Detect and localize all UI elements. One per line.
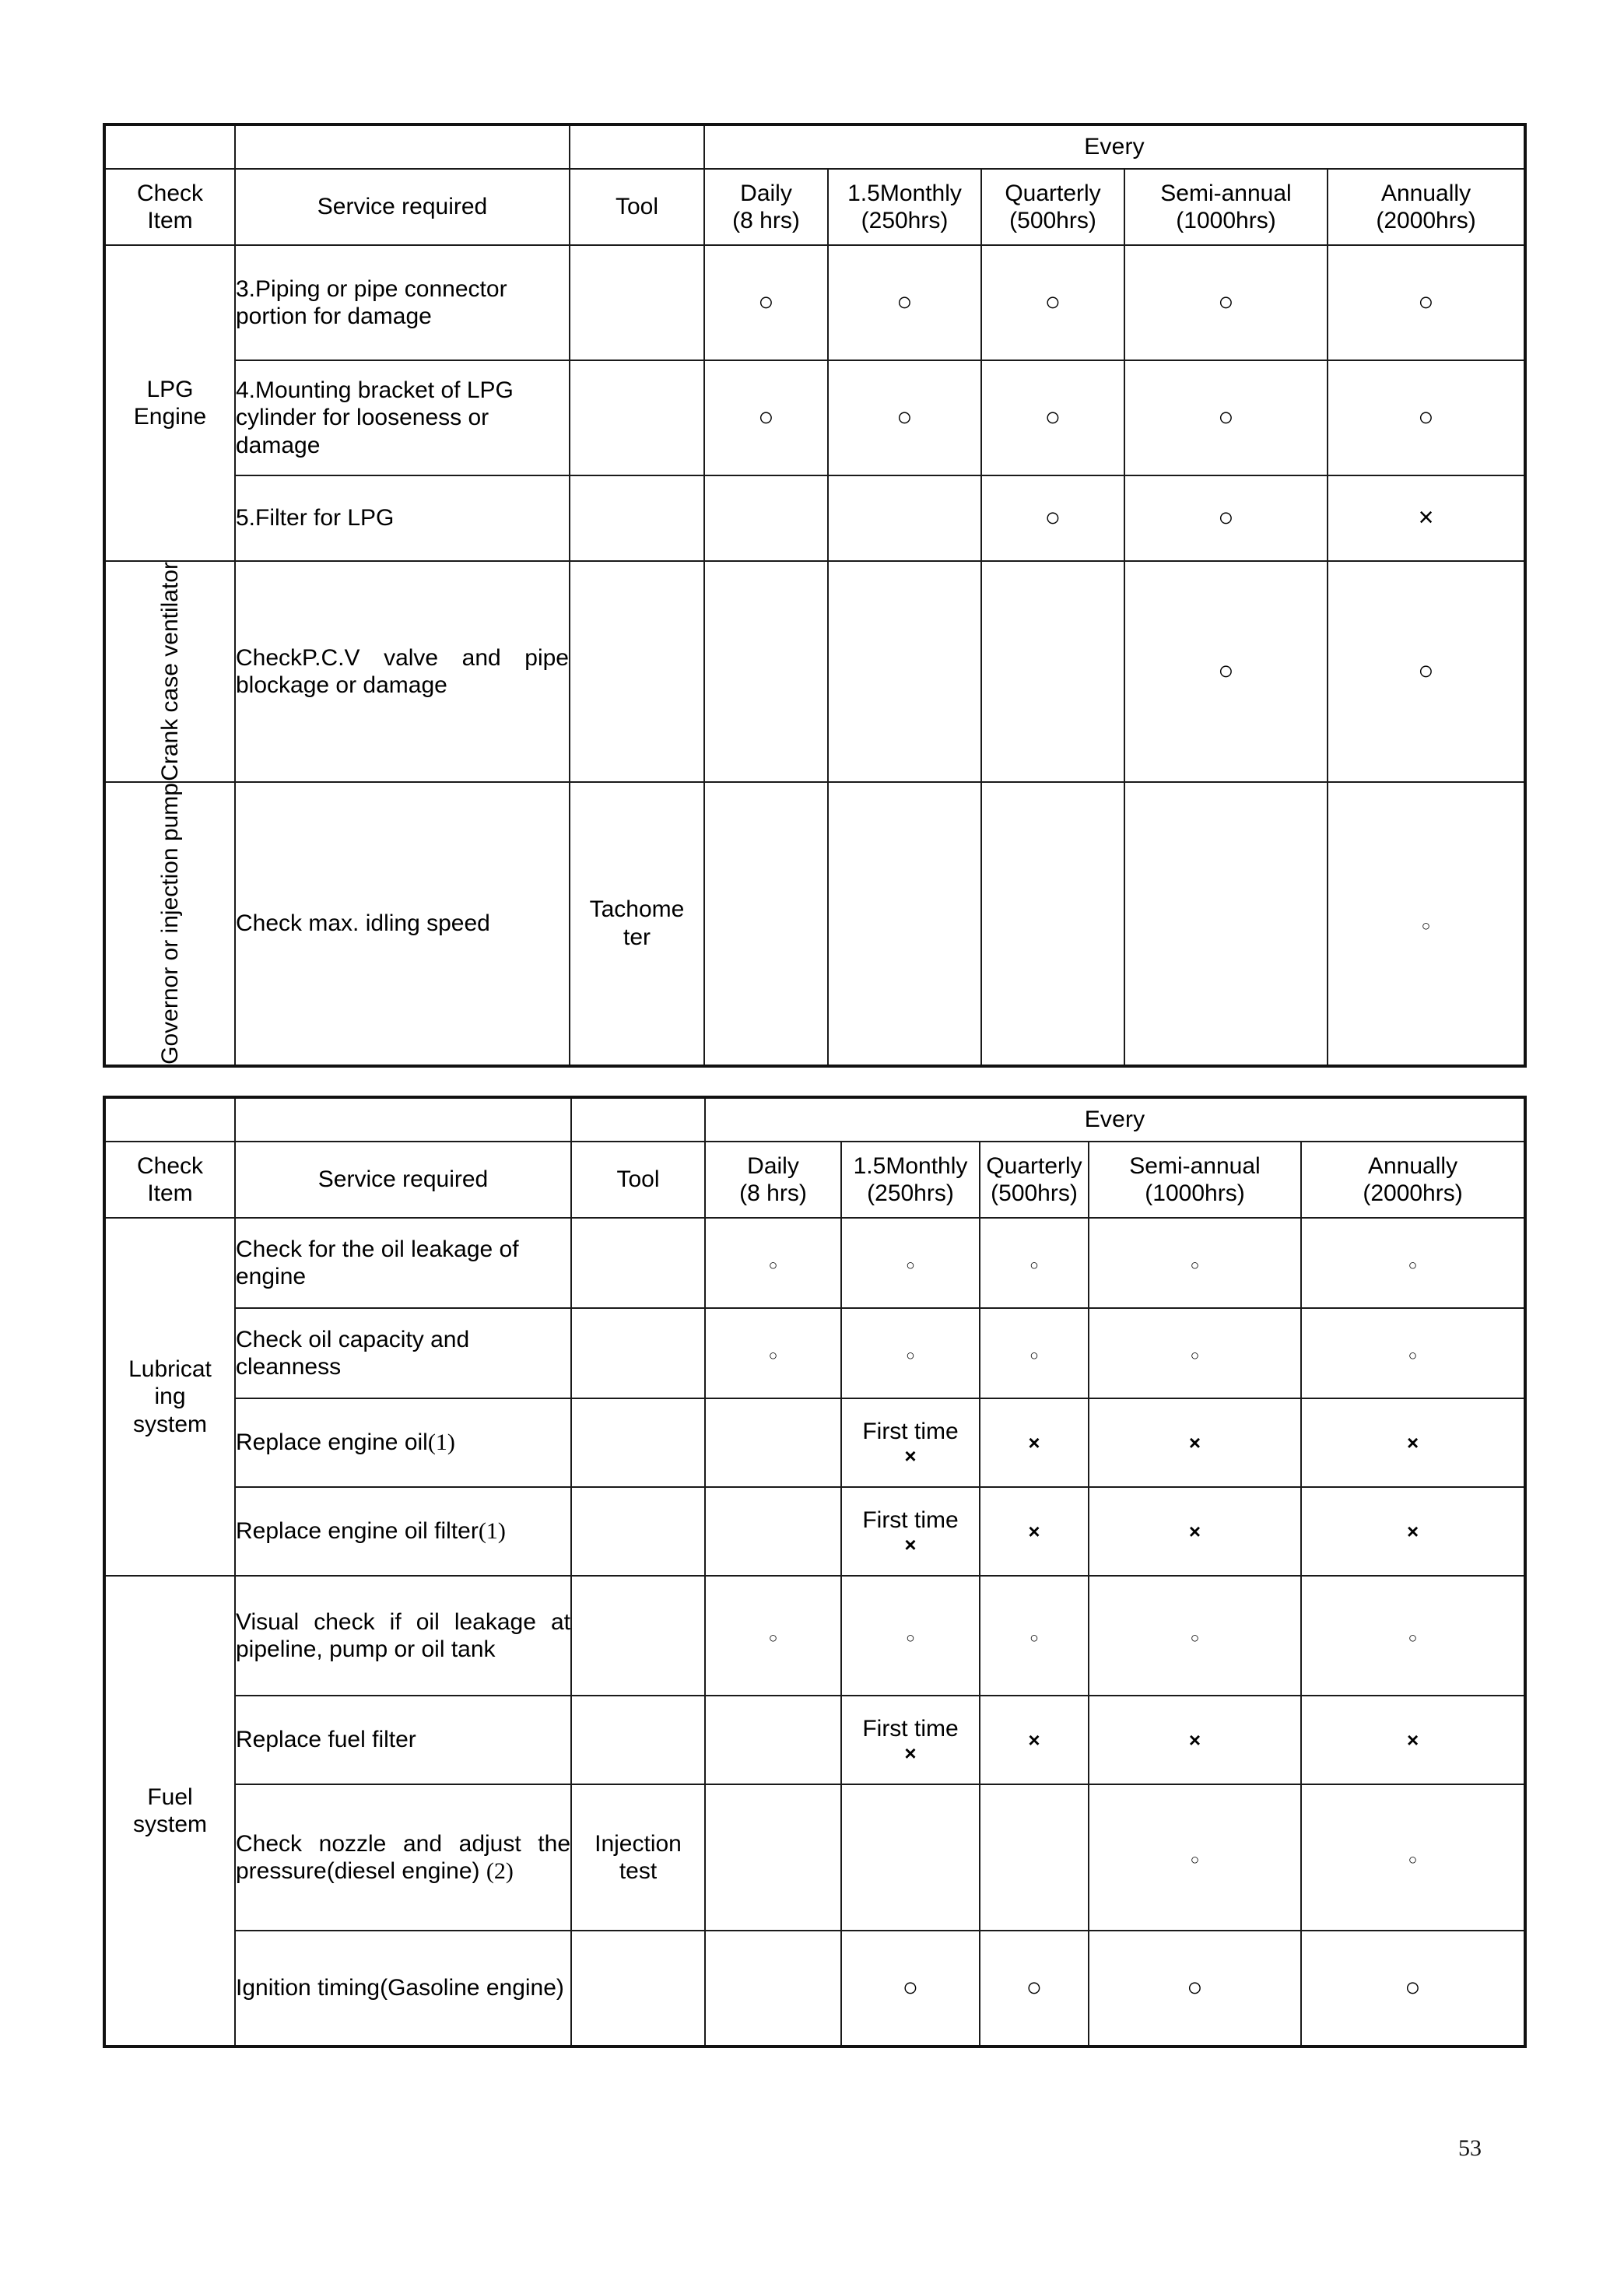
- t2-check-item-line2: Item: [147, 1180, 193, 1206]
- t2-tool-cell: [571, 1576, 705, 1696]
- t2-service-cell: [235, 1487, 571, 1576]
- t1-every-header: Every: [704, 125, 1525, 169]
- t2-mark-monthly: [841, 1576, 980, 1696]
- t1-mark-quarterly: [981, 561, 1124, 782]
- circle-icon: ○: [906, 1257, 915, 1275]
- circle-icon: ○: [758, 286, 774, 317]
- t2-mark-quarterly: [980, 1487, 1089, 1576]
- cross-icon: ×: [1028, 1520, 1040, 1544]
- t2-service-main: Replace engine oil filter: [236, 1518, 479, 1545]
- t2-mark-daily: [705, 1308, 841, 1398]
- t1-mark-annually: [1328, 782, 1525, 1066]
- t2-interval-header-annually: [1301, 1142, 1525, 1218]
- t2-blank-tool-top: [571, 1097, 705, 1142]
- t1-mark-semiannual: [1124, 245, 1328, 360]
- t2-mark-monthly-first-time: [841, 1487, 980, 1576]
- t1-interval-quarterly-hours: (500hrs): [1009, 208, 1096, 233]
- t2-service-cell: [235, 1398, 571, 1487]
- t2-interval-semiannual-name: Semi-annual: [1129, 1152, 1261, 1179]
- t1-interval-semiannual-name: Semi-annual: [1160, 180, 1292, 206]
- circle-icon: ○: [906, 1630, 915, 1647]
- t1-blank-service-top: [235, 125, 570, 169]
- table-row: [104, 1576, 1525, 1696]
- t2-mark-semiannual: [1089, 1398, 1301, 1487]
- t2-mark-quarterly: [980, 1931, 1089, 2047]
- t1-category-lpg-line1: LPG: [146, 376, 194, 402]
- t1-mark-daily: [704, 475, 828, 561]
- t2-first-time-label: First time: [862, 1716, 959, 1742]
- t1-mark-annually: [1328, 245, 1525, 360]
- t1-mark-annually: [1328, 475, 1525, 561]
- t2-mark-quarterly: [980, 1398, 1089, 1487]
- t2-mark-quarterly: [980, 1784, 1089, 1931]
- t1-mark-monthly: [828, 360, 981, 475]
- t2-check-item-line1: Check: [136, 1152, 204, 1179]
- t2-mark-daily: [705, 1398, 841, 1487]
- t1-service-cell: Check max. idling speed: [235, 782, 570, 1066]
- circle-icon: ○: [896, 286, 913, 317]
- t2-mark-annually: [1301, 1487, 1525, 1576]
- t2-mark-annually: [1301, 1696, 1525, 1784]
- circle-icon: ○: [1029, 1348, 1039, 1365]
- t2-interval-quarterly-hours: (500hrs): [991, 1180, 1078, 1206]
- circle-icon: ○: [1029, 1257, 1039, 1275]
- t1-check-item-line1: Check: [136, 180, 204, 206]
- t1-mark-annually: [1328, 561, 1525, 782]
- t2-mark-semiannual: [1089, 1487, 1301, 1576]
- t1-category-lpg-line2: Engine: [133, 404, 207, 430]
- table-row: [104, 1696, 1525, 1784]
- t1-interval-daily-name: Daily: [740, 180, 792, 206]
- cross-icon: ×: [904, 1444, 917, 1468]
- t2-mark-annually: [1301, 1931, 1525, 2047]
- t2-mark-monthly: [841, 1218, 980, 1308]
- circle-icon: ○: [1218, 655, 1234, 686]
- t2-service-cell: Ignition timing(Gasoline engine): [235, 1931, 571, 2047]
- t1-mark-quarterly: [981, 475, 1124, 561]
- t2-first-time-label: First time: [862, 1419, 959, 1444]
- circle-icon: ○: [1218, 502, 1234, 532]
- t1-mark-monthly: [828, 245, 981, 360]
- cross-icon: ×: [1406, 1431, 1419, 1455]
- cross-icon: ×: [1406, 1728, 1419, 1752]
- t1-mark-monthly: [828, 475, 981, 561]
- cross-icon: ×: [904, 1742, 917, 1766]
- circle-icon: ○: [758, 402, 774, 432]
- circle-icon: ○: [902, 1972, 919, 2002]
- t1-category-crank-case-ventilator: [104, 561, 235, 782]
- t2-mark-quarterly: [980, 1308, 1089, 1398]
- t2-tool-header: Tool: [571, 1142, 705, 1218]
- t2-interval-quarterly-name: Quarterly: [986, 1152, 1082, 1179]
- circle-icon: ○: [1218, 402, 1234, 432]
- t1-service-cell: 5.Filter for LPG: [235, 475, 570, 561]
- cross-icon: ×: [1188, 1431, 1201, 1455]
- circle-icon: ○: [1408, 1348, 1418, 1365]
- t1-tool-line1: Tachome: [589, 896, 685, 923]
- t1-category-crank-label: Crank case ventilator: [156, 562, 183, 781]
- cross-icon: ×: [1418, 502, 1434, 532]
- t1-tool-header: Tool: [570, 169, 704, 245]
- t2-tool-cell: [571, 1784, 705, 1931]
- t2-mark-daily: [705, 1784, 841, 1931]
- t2-tool-line2: test: [619, 1858, 658, 1884]
- table2-header-row-columns: [104, 1142, 1525, 1218]
- circle-icon: ○: [1044, 502, 1061, 532]
- t2-mark-semiannual: [1089, 1576, 1301, 1696]
- t2-mark-annually: [1301, 1784, 1525, 1931]
- t1-mark-quarterly: [981, 360, 1124, 475]
- t2-interval-header-monthly: [841, 1142, 980, 1218]
- t2-tool-line1: Injection: [595, 1830, 682, 1857]
- t1-mark-monthly: [828, 782, 981, 1066]
- table-row: [104, 245, 1525, 360]
- t1-category-lpg-engine: [104, 245, 235, 561]
- circle-icon: ○: [1190, 1852, 1200, 1869]
- t2-service-cell: Check for the oil leakage of engine: [235, 1218, 571, 1308]
- t2-service-cell: [235, 1784, 571, 1931]
- t2-mark-semiannual: [1089, 1784, 1301, 1931]
- t2-category-lub-line1: Lubricat: [128, 1356, 212, 1382]
- t1-mark-daily: [704, 360, 828, 475]
- t2-mark-semiannual: [1089, 1218, 1301, 1308]
- t2-interval-header-daily: [705, 1142, 841, 1218]
- t1-service-cell: 3.Piping or pipe connector portion for damage: [235, 245, 570, 360]
- t2-mark-annually: [1301, 1398, 1525, 1487]
- t2-mark-daily: [705, 1218, 841, 1308]
- t2-mark-semiannual: [1089, 1696, 1301, 1784]
- t2-interval-annually-name: Annually: [1367, 1152, 1458, 1179]
- t2-category-fuel-line1: Fuel: [147, 1784, 193, 1810]
- circle-icon: ○: [1418, 655, 1434, 686]
- t2-blank-service-top: [235, 1097, 571, 1142]
- circle-icon: ○: [1190, 1257, 1200, 1275]
- t1-tool-cell: [570, 475, 704, 561]
- circle-icon: ○: [1029, 1630, 1039, 1647]
- maintenance-schedule-table-2: [103, 1096, 1527, 2048]
- t1-blank-tool-top: [570, 125, 704, 169]
- t1-mark-monthly: [828, 561, 981, 782]
- t2-tool-cell: [571, 1218, 705, 1308]
- circle-icon: ○: [1044, 286, 1061, 317]
- t1-interval-header-semiannual: [1124, 169, 1328, 245]
- t2-mark-quarterly: [980, 1696, 1089, 1784]
- table-row: [104, 1784, 1525, 1931]
- circle-icon: ○: [1421, 918, 1431, 935]
- t2-service-cell: Visual check if oil leakage at pipeline, pump or oil tank: [235, 1576, 571, 1696]
- circle-icon: ○: [1187, 1972, 1203, 2002]
- t2-mark-semiannual: [1089, 1931, 1301, 2047]
- t2-service-main: Check nozzle and adjust the pressure(diesel engine): [236, 1830, 570, 1884]
- t2-mark-daily: [705, 1696, 841, 1784]
- cross-icon: ×: [1188, 1728, 1201, 1752]
- t1-mark-quarterly: [981, 245, 1124, 360]
- t1-interval-quarterly-name: Quarterly: [1005, 180, 1101, 206]
- table-row: [104, 1931, 1525, 2047]
- table-row: [104, 1308, 1525, 1398]
- t1-mark-annually: [1328, 360, 1525, 475]
- t2-mark-monthly-first-time: [841, 1398, 980, 1487]
- cross-icon: ×: [904, 1533, 917, 1557]
- t1-tool-cell: [570, 561, 704, 782]
- t1-mark-semiannual: [1124, 360, 1328, 475]
- maintenance-schedule-table-1: [103, 123, 1527, 1068]
- t2-first-time-label: First time: [862, 1507, 959, 1533]
- cross-icon: ×: [1028, 1431, 1040, 1455]
- t1-interval-annually-hours: (2000hrs): [1376, 208, 1476, 233]
- t2-mark-annually: [1301, 1218, 1525, 1308]
- t2-category-lubricating-system: [104, 1218, 235, 1576]
- circle-icon: ○: [1418, 402, 1434, 432]
- t2-service-cell: Replace fuel filter: [235, 1696, 571, 1784]
- t2-mark-daily: [705, 1576, 841, 1696]
- t1-interval-annually-name: Annually: [1380, 180, 1471, 206]
- circle-icon: ○: [768, 1348, 778, 1365]
- t1-interval-daily-hours: (8 hrs): [732, 208, 800, 233]
- t2-service-cell: Check oil capacity and cleanness: [235, 1308, 571, 1398]
- t2-interval-header-quarterly: [980, 1142, 1089, 1218]
- t2-tool-cell: [571, 1487, 705, 1576]
- t1-check-item-line2: Item: [147, 208, 193, 233]
- table-row: [104, 1487, 1525, 1576]
- t2-interval-annually-hours: (2000hrs): [1363, 1180, 1463, 1206]
- t2-mark-annually: [1301, 1308, 1525, 1398]
- t2-service-note: (1): [478, 1518, 506, 1545]
- t2-mark-monthly: [841, 1784, 980, 1931]
- t2-service-required-header: Service required: [235, 1142, 571, 1218]
- t2-tool-cell: [571, 1308, 705, 1398]
- t1-tool-line2: ter: [623, 924, 651, 950]
- circle-icon: ○: [768, 1257, 778, 1275]
- t2-interval-header-semiannual: [1089, 1142, 1301, 1218]
- table1-header-row-columns: [104, 169, 1525, 245]
- t1-interval-header-monthly: [828, 169, 981, 245]
- page-number: 53: [1458, 2135, 1482, 2161]
- t1-interval-header-annually: [1328, 169, 1525, 245]
- t1-tool-cell: [570, 245, 704, 360]
- t1-interval-semiannual-hours: (1000hrs): [1176, 208, 1276, 233]
- t1-interval-header-quarterly: [981, 169, 1124, 245]
- t2-check-item-header: [104, 1142, 235, 1218]
- t1-mark-semiannual: [1124, 475, 1328, 561]
- t2-tool-cell: [571, 1696, 705, 1784]
- circle-icon: ○: [1408, 1257, 1418, 1275]
- circle-icon: ○: [1408, 1630, 1418, 1647]
- t1-category-governor-label: Governor or injection pump: [156, 782, 183, 1065]
- cross-icon: ×: [1028, 1728, 1040, 1752]
- table-row: [104, 782, 1525, 1066]
- table-row: [104, 561, 1525, 782]
- t1-mark-quarterly: [981, 782, 1124, 1066]
- t1-mark-daily: [704, 782, 828, 1066]
- t2-mark-annually: [1301, 1576, 1525, 1696]
- t2-category-lub-line3: system: [132, 1411, 207, 1437]
- t1-tool-cell: [570, 782, 704, 1066]
- circle-icon: ○: [1190, 1630, 1200, 1647]
- table-row: [104, 360, 1525, 475]
- circle-icon: ○: [1218, 286, 1234, 317]
- t2-interval-monthly-name: 1.5Monthly: [853, 1152, 968, 1179]
- circle-icon: ○: [1405, 1972, 1421, 2002]
- t1-blank-checkitem-top: [104, 125, 235, 169]
- t1-service-cell: 4.Mounting bracket of LPG cylinder for looseness or damage: [235, 360, 570, 475]
- cross-icon: ×: [1188, 1520, 1201, 1544]
- t1-mark-daily: [704, 245, 828, 360]
- t1-mark-semiannual: [1124, 782, 1328, 1066]
- t1-tool-cell: [570, 360, 704, 475]
- t2-mark-semiannual: [1089, 1308, 1301, 1398]
- t2-category-fuel-system: [104, 1576, 235, 2047]
- t2-mark-monthly: [841, 1931, 980, 2047]
- circle-icon: ○: [1044, 402, 1061, 432]
- t2-service-note: (2): [486, 1858, 514, 1884]
- t2-interval-daily-name: Daily: [747, 1152, 799, 1179]
- table-row: [104, 1218, 1525, 1308]
- circle-icon: ○: [1026, 1972, 1043, 2002]
- circle-icon: ○: [1408, 1852, 1418, 1869]
- t2-category-fuel-line2: system: [132, 1812, 207, 1837]
- table1-header-row-group: [104, 125, 1525, 169]
- t2-service-main: Replace engine oil: [236, 1429, 428, 1456]
- t2-mark-daily: [705, 1487, 841, 1576]
- t2-interval-daily-hours: (8 hrs): [739, 1180, 807, 1206]
- t1-mark-semiannual: [1124, 561, 1328, 782]
- table2-header-row-group: [104, 1097, 1525, 1142]
- t1-interval-monthly-name: 1.5Monthly: [847, 180, 962, 206]
- t2-mark-quarterly: [980, 1218, 1089, 1308]
- t1-check-item-header: [104, 169, 235, 245]
- t1-service-cell: CheckP.C.V valve and pipe blockage or damage: [235, 561, 570, 782]
- circle-icon: ○: [1418, 286, 1434, 317]
- t2-mark-daily: [705, 1931, 841, 2047]
- table-row: [104, 475, 1525, 561]
- t1-interval-monthly-hours: (250hrs): [861, 208, 949, 233]
- t2-tool-cell: [571, 1398, 705, 1487]
- t2-tool-cell: [571, 1931, 705, 2047]
- t2-category-lub-line2: ing: [154, 1384, 186, 1410]
- t2-mark-monthly: [841, 1308, 980, 1398]
- t2-interval-semiannual-hours: (1000hrs): [1145, 1180, 1245, 1206]
- circle-icon: ○: [1190, 1348, 1200, 1365]
- circle-icon: ○: [896, 402, 913, 432]
- t1-service-required-header: Service required: [235, 169, 570, 245]
- t1-category-governor-injection-pump: [104, 782, 235, 1066]
- t2-mark-monthly-first-time: [841, 1696, 980, 1784]
- cross-icon: ×: [1406, 1520, 1419, 1544]
- circle-icon: ○: [906, 1348, 915, 1365]
- t2-service-note: (1): [427, 1429, 455, 1456]
- t2-interval-monthly-hours: (250hrs): [867, 1180, 954, 1206]
- t1-mark-daily: [704, 561, 828, 782]
- t2-blank-checkitem-top: [104, 1097, 235, 1142]
- t1-interval-header-daily: [704, 169, 828, 245]
- t2-every-header: Every: [705, 1097, 1525, 1142]
- t2-mark-quarterly: [980, 1576, 1089, 1696]
- circle-icon: ○: [768, 1630, 778, 1647]
- table-row: [104, 1398, 1525, 1487]
